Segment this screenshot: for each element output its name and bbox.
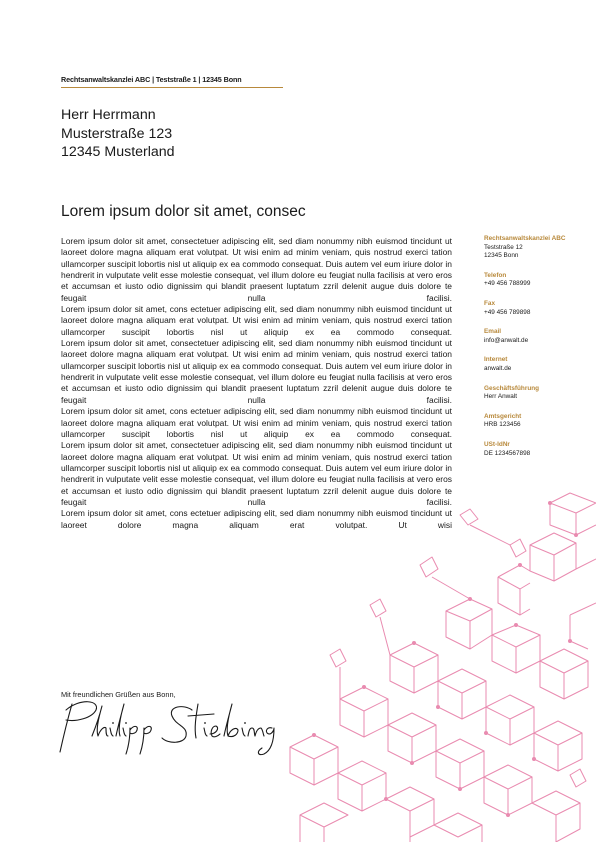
sidebar-company [484,235,584,261]
body-paragraph: Lorem ipsum dolor sit amet, consectetuer adipiscing elit, sed diam nonummy nibh euismod tincidunt ut laoreet dolore magna aliquam erat volutpat. Ut wisi enim ad minim veniam, quis nostrud exerci tation ullamcorper suscipit lobortis nisl ut aliquip ex ea commodo consequat. Duis autem vel eum iriure dolor in hendrerit in vulputate velit esse molestie consequat, vel illum dolore eu feugiat nulla facilisis at vero eros et accumsan et iusto odio dignissim qui blandit praesent luptatum zzril delenit augue duis dolore te feugait nulla facilisi. [61,236,452,303]
sidebar-label: Rechtsanwaltskanzlei ABC [484,235,566,242]
sidebar-value: DE 1234567898 [484,449,531,457]
sidebar-phone [484,272,584,289]
sidebar-value: 12345 Bonn [484,252,519,260]
recipient-address [61,106,175,162]
body-paragraph: Lorem ipsum dolor sit amet, cons ectetuer adipiscing elit, sed diam nonummy nibh euismod tincidunt ut laoreet dolore magna aliquam erat volutpat. Ut wisi enim ad minim veniam, quis nostrud exerci tation ullamcorper suscipit lobortis nisl ut aliquip ex ea commodo consequat. [61,406,452,439]
body-paragraph: Lorem ipsum dolor sit amet, consectetuer adipiscing elit, sed diam nonummy nibh euismod tincidunt ut laoreet dolore magna aliquam erat volutpat. Ut wisi enim ad minim veniam, quis nostrud exerci tation ullamcorper suscipit lobortis nisl ut aliquip ex ea commodo consequat. Duis autem vel eum iriure dolor in hendrerit in vulputate velit esse molestie consequat, vel illum dolore eu feugiat nulla facilisis at vero eros et accumsan et iusto odio dignissim qui blandit praesent luptatum zzril delenit augue duis dolore te feugait nulla facilisi. [61,338,452,405]
sidebar-label: USt-IdNr [484,440,510,448]
sidebar-email [484,328,584,345]
contact-sidebar [484,235,584,469]
sidebar-value: +49 456 789898 [484,308,531,316]
recipient-name: Herr Herrmann [61,107,156,123]
sidebar-court [484,413,584,430]
body-paragraph: Lorem ipsum dolor sit amet, consectetuer adipiscing elit, sed diam nonummy nibh euismod tincidunt ut laoreet dolore magna aliquam erat volutpat. Ut wisi enim ad minim veniam, quis nostrud exerci tation ullamcorper suscipit lobortis nisl ut aliquip ex ea commodo consequat. Duis autem vel eum iriure dolor in hendrerit in vulputate velit esse molestie consequat, vel illum dolore eu feugiat nulla facilisis at vero eros et accumsan et iusto odio dignissim qui blandit praesent luptatum zzril delenit augue duis dolore te feugait nulla facilisi. [61,440,452,507]
sidebar-value: info@anwalt.de [484,336,529,344]
sidebar-value: Teststraße 12 [484,243,523,251]
sidebar-vat-id [484,441,584,458]
recipient-city: 12345 Musterland [61,144,175,160]
body-paragraph: Lorem ipsum dolor sit amet, cons ectetuer adipiscing elit, sed diam nonummy nibh euismod tincidunt ut laoreet dolore magna aliquam erat volutpat. Ut wisi enim ad minim veniam, quis nostrud exerci tation ullamcorper suscipit lobortis nisl ut aliquip ex ea commodo consequat. [61,304,452,337]
decorative-geometric-pattern [270,485,596,842]
sidebar-label: Telefon [484,271,507,279]
sidebar-fax [484,300,584,317]
handwritten-signature [58,696,288,758]
sidebar-label: Fax [484,299,496,307]
sidebar-label: Geschäftsführung [484,384,540,392]
closing-phrase: Mit freundlichen Grüßen aus Bonn, [61,690,176,699]
sidebar-label: Internet [484,356,508,364]
sidebar-value: HRB 123456 [484,421,521,429]
sidebar-label: Amtsgericht [484,412,522,420]
sidebar-value: anwalt.de [484,364,512,372]
sidebar-management [484,385,584,402]
sidebar-label: Email [484,328,502,336]
body-paragraph: Lorem ipsum dolor sit amet, cons ectetuer adipiscing elit, sed diam nonummy nibh euismod tincidunt ut laoreet dolore magna aliquam erat volutpat. Ut wisi [61,508,452,530]
sender-address-line: Rechtsanwaltskanzlei ABC | Teststraße 1 | 12345 Bonn [61,75,283,88]
recipient-street: Musterstraße 123 [61,125,173,142]
sidebar-internet [484,356,584,373]
sidebar-value: Herr Anwalt [484,393,518,401]
letter-subject: Lorem ipsum dolor sit amet, consec [61,203,306,220]
sidebar-value: +49 456 788999 [484,280,531,288]
